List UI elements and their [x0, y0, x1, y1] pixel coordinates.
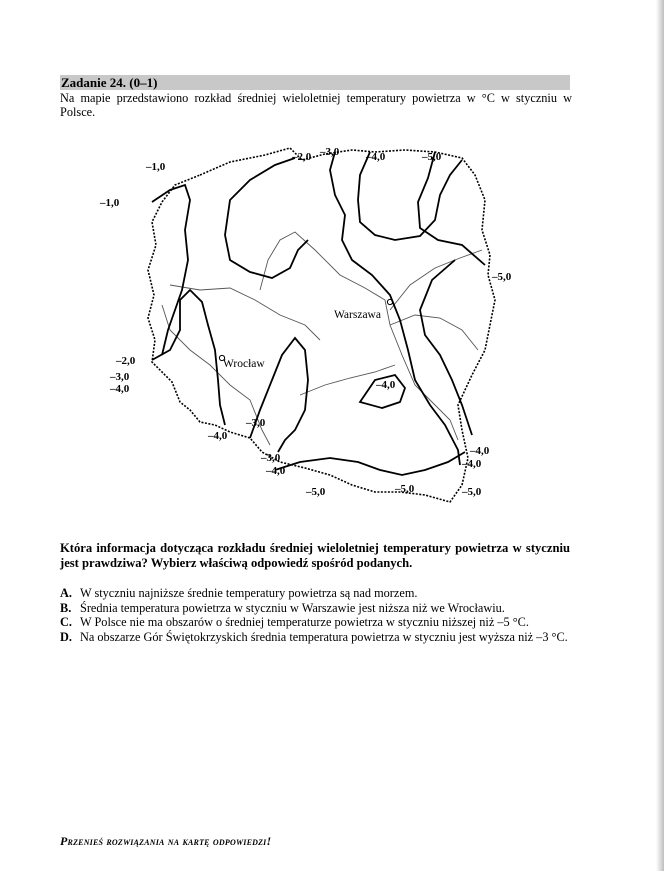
isotherm-minus-2-west — [152, 290, 225, 425]
isotherm-minus-4-south — [275, 452, 465, 475]
isotherm-minus-2-north — [225, 158, 308, 278]
answer-letter: C. — [60, 615, 72, 629]
isotherm-label: –2,0 — [116, 355, 136, 367]
isotherm-label: –4,0 — [266, 465, 286, 477]
answer-letter: B. — [60, 600, 72, 615]
map-svg — [90, 140, 530, 520]
answer-option-b[interactable] — [60, 601, 570, 616]
answer-letter: A. — [60, 586, 72, 600]
isotherm-label: –1,0 — [146, 161, 166, 173]
isotherm-label: –4,0 — [376, 379, 396, 391]
page-edge-shadow — [656, 0, 664, 871]
country-border — [148, 148, 495, 502]
isotherm-label: –5,0 — [492, 271, 512, 283]
isotherm-label: –4,0 — [208, 430, 228, 442]
city-label-warszawa: Warszawa — [334, 309, 381, 321]
isotherm-minus-4-north — [358, 152, 462, 240]
isotherm-label: –4,0 — [462, 458, 482, 470]
question-text: Która informacja dotycząca rozkładu średniej wieloletniej temperatury powietrza w styczniu jest prawdziwa? Wybierz właściwą odpowiedź spośród podanych. — [60, 541, 570, 570]
isotherm-label: –3,0 — [110, 371, 130, 383]
isotherm-label: –1,0 — [100, 197, 120, 209]
isotherm-label: –5,0 — [462, 486, 482, 498]
river-narew — [390, 250, 482, 310]
answer-text: W Polsce nie ma obszarów o średniej temperaturze powietrza w styczniu niższej niż –5 °C. — [80, 615, 529, 629]
isotherm-minus-4-cross — [420, 260, 472, 435]
warsaw-marker — [387, 299, 392, 304]
isotherm-label: –3,0 — [261, 452, 281, 464]
answer-letter: D. — [60, 629, 72, 644]
answer-text: Na obszarze Gór Świętokrzyskich średnia temperatura powietrza w styczniu jest wyższa niż –3 °C. — [80, 629, 568, 644]
answer-list — [60, 586, 570, 644]
city-label-wroclaw: Wrocław — [223, 358, 265, 370]
task-header — [60, 75, 570, 90]
isotherm-label: –5,0 — [306, 486, 326, 498]
isotherm-label: –3,0 — [320, 146, 340, 158]
temperature-map — [90, 140, 530, 520]
task-title: Zadanie 24. (0–1) — [61, 75, 158, 90]
isotherm-label: –5,0 — [395, 483, 415, 495]
isotherm-minus-5 — [418, 152, 485, 265]
isotherm-label: –4,0 — [470, 445, 490, 457]
isotherm-label: –2,0 — [292, 151, 312, 163]
answer-option-c[interactable] — [60, 615, 570, 630]
answer-text: Średnia temperatura powietrza w styczniu w Warszawie jest niższa niż we Wrocławiu. — [80, 600, 505, 615]
answer-text: W styczniu najniższe średnie temperatury powietrza są nad morzem. — [80, 586, 418, 600]
footer-instruction: Przenieś rozwiązania na kartę odpowiedzi! — [60, 834, 272, 848]
isotherm-label: –3,0 — [246, 417, 266, 429]
isotherm-minus-3-south — [250, 338, 308, 452]
isotherm-label: –4,0 — [366, 151, 386, 163]
answer-option-a[interactable] — [60, 586, 570, 601]
task-intro: Na mapie przedstawiono rozkład średniej wieloletniej temperatury powietrza w °C w styczniu w Polsce. — [60, 91, 572, 119]
isotherm-label: –4,0 — [110, 383, 130, 395]
answer-option-d[interactable] — [60, 630, 570, 645]
isotherm-label: –5,0 — [422, 151, 442, 163]
river-vistula — [260, 232, 458, 440]
